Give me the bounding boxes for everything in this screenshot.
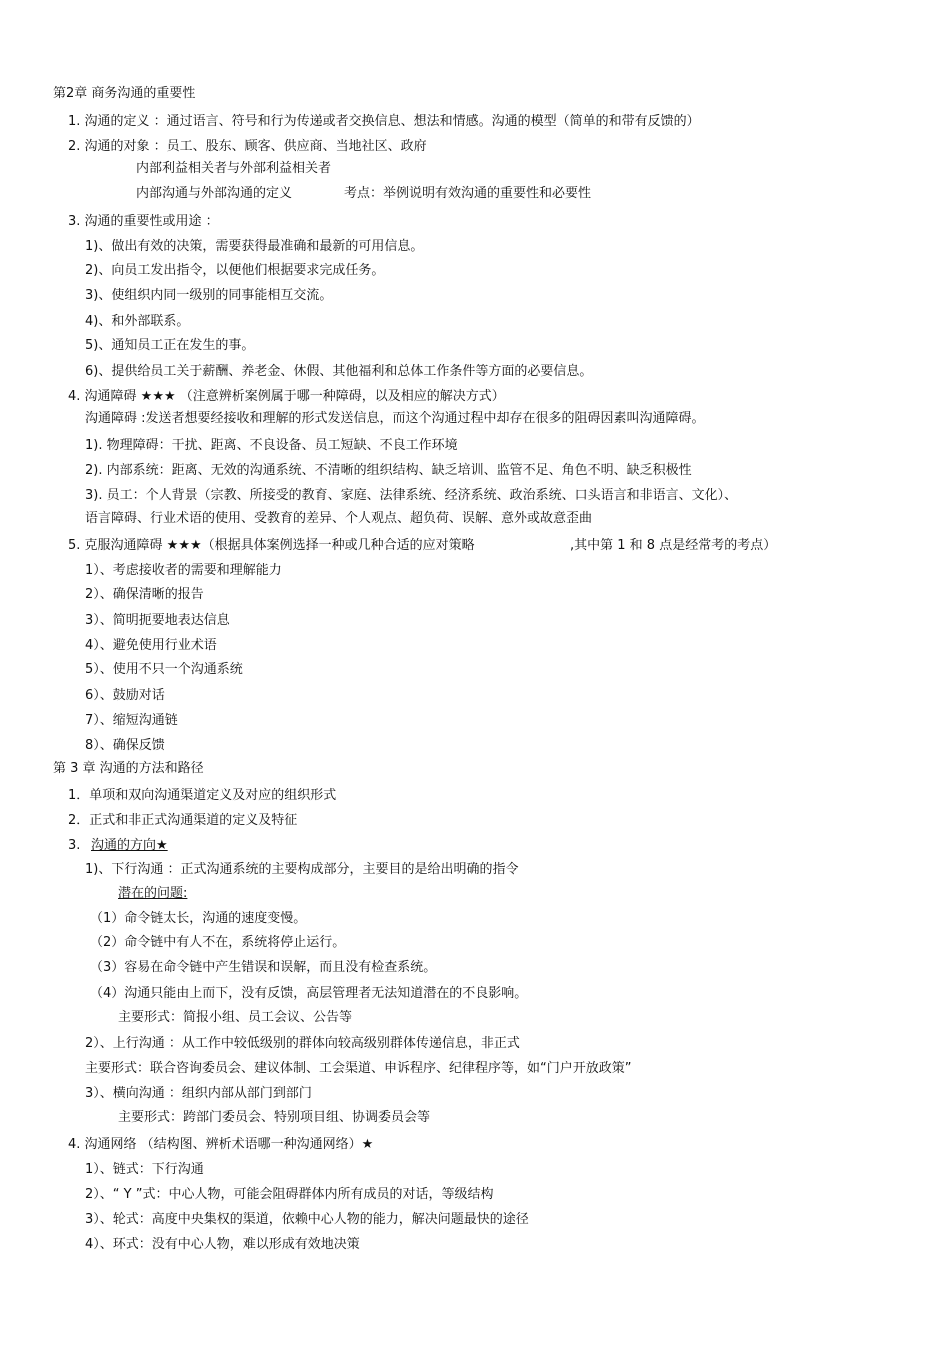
horizontal-line: 3）、横向沟通 ：组织内部从部门到部门 [85,1086,312,1101]
list-item: 2). 内部系统：距离、无效的沟通系统、不清晰的组织结构、缺乏培训、监管不足、角色不明、缺乏积极性 [85,463,692,478]
upward-line: 2）、上行沟通 ：从工作中较低级别的群体向较高级别群体传递信息，非正式 [85,1036,520,1051]
potential-problems-label: 潜在的问题: [118,886,188,901]
overcome-heading: 5. 克服沟通障碍 ★★★（根据具体案例选择一种或几种合适的应对策略 [68,538,475,553]
list-item: 3)、使组织内同一级别的同事能相互交流。 [85,288,333,303]
list-item: 8）、确保反馈 [85,738,165,753]
chapter-3-heading: 第 3 章 沟通的方法和路径 [53,761,204,776]
list-item: 6）、鼓励对话 [85,688,165,703]
main-forms-line: 主要形式：联合咨询委员会、建议体制、工会渠道、申诉程序、纪律程序等，如“门户开放政策” [85,1061,632,1076]
list-item: （2）命令链中有人不在，系统将停止运行。 [90,935,346,950]
list-item: 6)、提供给员工关于薪酬、养老金、休假、其他福利和总体工作条件等方面的必要信息。 [85,364,593,379]
list-item: 1). 物理障碍：干扰、距离、不良设备、员工短缺、不良工作环境 [85,438,458,453]
network-heading: 4. 沟通网络 （结构图、辨析术语哪一种沟通网络）★ [68,1137,374,1152]
list-item: 4）、环式：没有中心人物，难以形成有效地决策 [85,1237,360,1252]
overcome-heading-note: ,其中第 1 和 8 点是经常考的考点） [570,538,777,553]
main-forms-line: 主要形式：简报小组、员工会议、公告等 [118,1010,353,1025]
list-item: 1）、链式：下行沟通 [85,1162,204,1177]
list-item: 7）、缩短沟通链 [85,713,178,728]
list-item: 1）、考虑接收者的需要和理解能力 [85,563,282,578]
stakeholders-line: 内部利益相关者与外部利益相关者 [136,161,332,176]
list-item: 2）、确保清晰的报告 [85,587,204,602]
definition-line: 1. 沟通的定义 ：通过语言、符号和行为传递或者交换信息、想法和情感。沟通的模型（简单的和带有反馈的） [68,114,700,129]
list-item: 2）、“ Y ”式：中心人物，可能会阻碍群体内所有成员的对话，等级结构 [85,1187,494,1202]
list-item: 3). 员工：个人背景（宗教、所接受的教育、家庭、法律系统、经济系统、政治系统、口头语言和非语言、文化）、 [85,488,738,503]
internal-external-line: 内部沟通与外部沟通的定义 [136,186,293,201]
importance-heading: 3. 沟通的重要性或用途 ： [68,214,219,229]
list-item: 5)、通知员工正在发生的事。 [85,338,255,353]
list-item: 4）、避免使用行业术语 [85,638,217,653]
direction-number: 3. [68,838,81,853]
chapter-2-heading: 第2章 商务沟通的重要性 [53,86,196,101]
list-item: 1)、做出有效的决策，需要获得最准确和最新的可用信息。 [85,239,424,254]
list-item-continuation: 语言障碍、行业术语的使用、受教育的差异、个人观点、超负荷、误解、意外或故意歪曲 [85,511,593,526]
list-item: （4）沟通只能由上而下，没有反馈，高层管理者无法知道潜在的不良影响。 [90,986,528,1001]
main-forms-line: 主要形式：跨部门委员会、特别项目组、协调委员会等 [118,1110,431,1125]
list-item: 3）、简明扼要地表达信息 [85,613,230,628]
list-item: 3）、轮式：高度中央集权的渠道，依赖中心人物的能力，解决问题最快的途径 [85,1212,529,1227]
section-line: 1．单项和双向沟通渠道定义及对应的组织形式 [68,788,337,803]
list-item: 2)、向员工发出指令，以便他们根据要求完成任务。 [85,263,385,278]
list-item: 4)、和外部联系。 [85,314,190,329]
barriers-definition: 沟通障碍 :发送者想要经接收和理解的形式发送信息，而这个沟通过程中却存在很多的阻碍因素叫沟通障碍。 [85,411,705,426]
list-item: （3）容易在命令链中产生错误和误解，而且没有检查系统。 [90,960,437,975]
objects-line: 2. 沟通的对象 ：员工、股东、顾客、供应商、当地社区、政府 [68,139,427,154]
downward-line: 1)、下行沟通 ：正式沟通系统的主要构成部分，主要目的是给出明确的指令 [85,862,519,877]
barriers-heading: 4. 沟通障碍 ★★★ （注意辨析案例属于哪一种障碍，以及相应的解决方式） [68,389,505,404]
section-line: 2．正式和非正式沟通渠道的定义及特征 [68,813,298,828]
list-item: 5）、使用不只一个沟通系统 [85,662,243,677]
direction-heading: 沟通的方向★ [91,838,168,853]
list-item: （1）命令链太长，沟通的速度变慢。 [90,911,307,926]
exam-point-line: 考点：举例说明有效沟通的重要性和必要性 [344,186,592,201]
